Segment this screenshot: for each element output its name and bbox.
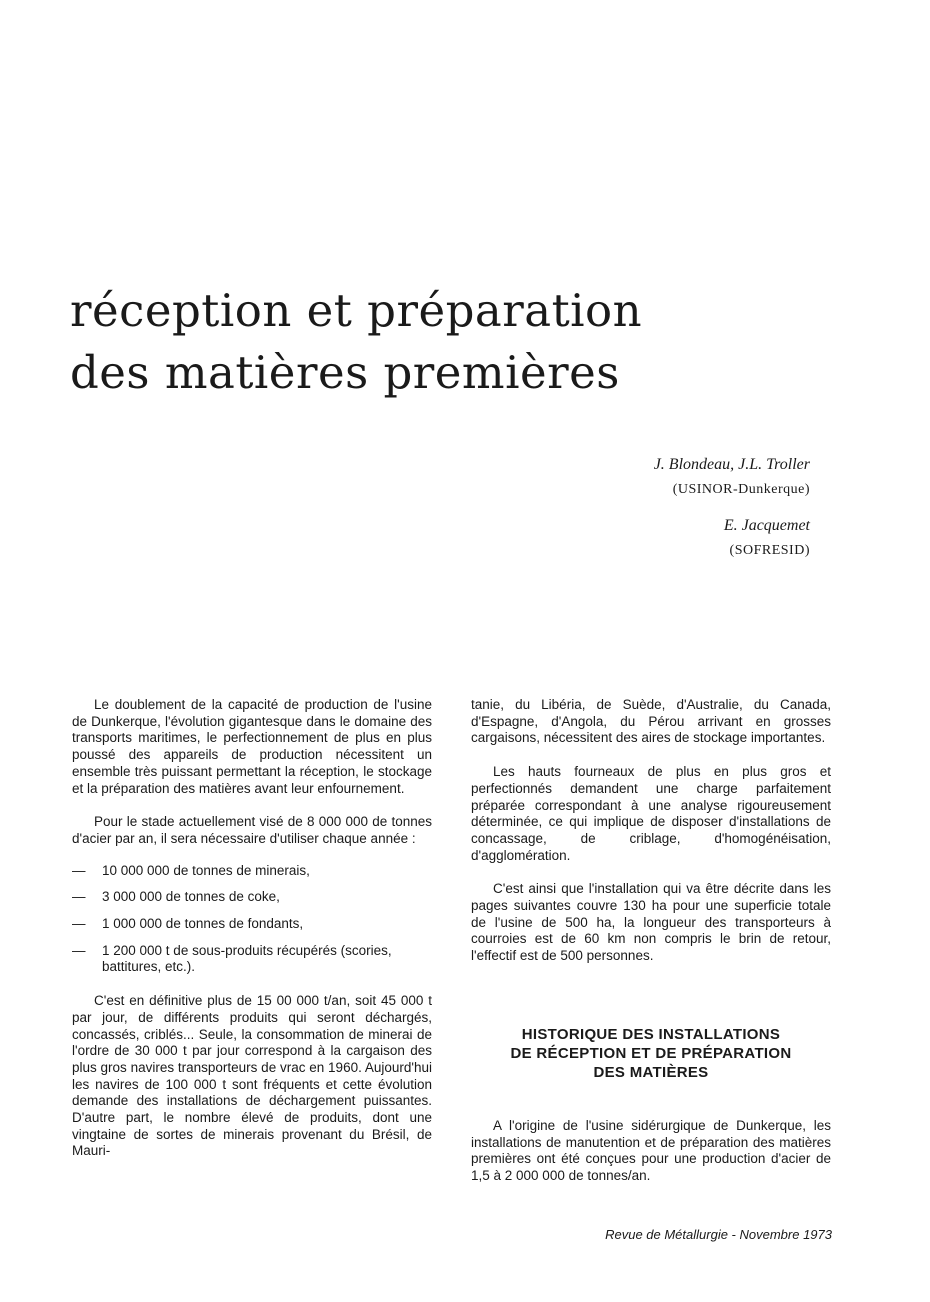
- list-item-text: 10 000 000 de tonnes de minerais,: [102, 862, 310, 878]
- journal-footer: Revue de Métallurgie - Novembre 1973: [605, 1227, 832, 1242]
- list-item: [72, 916, 432, 933]
- list-dash: —: [72, 889, 86, 905]
- list-item-text: 3 000 000 de tonnes de coke,: [102, 889, 280, 905]
- section-heading-line-1: HISTORIQUE DES INSTALLATIONS: [521, 1025, 781, 1043]
- title-line-2: des matières premières: [70, 346, 620, 399]
- body-paragraph: Pour le stade actuellement visé de 8 000 000 de tonnes d'acier par an, il sera nécessaire d'utiliser chaque année :: [72, 814, 432, 846]
- list-dash: —: [72, 862, 86, 878]
- list-item-text: 1 000 000 de tonnes de fondants,: [102, 916, 304, 932]
- list-item: [72, 889, 432, 906]
- section-heading-line-2: DE RÉCEPTION ET DE PRÉPARATION: [510, 1044, 792, 1062]
- author-affiliation-1: (USINOR-Dunkerque): [672, 482, 810, 497]
- list-item-text: 1 200 000 t de sous-produits récupérés (scories, battitures, etc.).: [102, 942, 392, 975]
- list-dash: —: [72, 916, 86, 932]
- body-paragraph: Les hauts fourneaux de plus en plus gros et perfectionnés demandent une charge parfaitement préparée correspondant à une analyse rigoureusement déterminée, ce qui implique de disposer d'installations de concassage, de criblage, d'homogénéisation, d'agglomération.: [471, 764, 831, 863]
- article-title: [70, 280, 642, 404]
- author-names-1: J. Blondeau, J.L. Troller: [653, 456, 810, 473]
- left-column: [72, 697, 432, 1160]
- author-affiliation-2: (SOFRESID): [729, 543, 810, 558]
- section-heading-line-3: DES MATIÈRES: [593, 1063, 709, 1081]
- title-line-1: réception et préparation: [70, 284, 643, 337]
- list-item: [72, 943, 432, 976]
- author-group-2: [654, 513, 810, 563]
- list-dash: —: [72, 942, 86, 958]
- author-block: [654, 452, 810, 563]
- body-paragraph: C'est en définitive plus de 15 00 000 t/an, soit 45 000 t par jour, de différents produits qui seront déchargés, concassés, criblés... Seule, la consommation de minerai de l'ordre de 30 000 t par jour correspond à la cargaison des plus gros navires transporteurs de vrac en 1960. Aujourd'hui les navires de 100 000 t sont fréquents et cette évolution demande des installations de déchargement puissantes. D'autre part, le nombre élevé de produits, dont une vingtaine de sortes de minerais provenant du Brésil, de Mauri-: [72, 993, 432, 1159]
- author-group-1: [654, 452, 810, 502]
- body-paragraph: C'est ainsi que l'installation qui va être décrite dans les pages suivantes couvre 130 ha pour une superficie totale de l'usine de 500 ha, la longueur des transporteurs à courroies est de 60 km non compris le brin de retour, l'effectif est de 500 personnes.: [471, 881, 831, 964]
- body-paragraph: Le doublement de la capacité de production de l'usine de Dunkerque, l'évolution gigantesque dans le domaine des transports maritimes, le perfectionnement de plus en plus poussé des appareils de production nécessitent un ensemble très puissant permettant la réception, le stockage et la préparation des matières avant leur enfournement.: [72, 697, 432, 796]
- body-paragraph-continued: tanie, du Libéria, de Suède, d'Australie, du Canada, d'Espagne, d'Angola, du Pérou arrivant en grosses cargaisons, nécessitent des aires de stockage importantes.: [471, 697, 831, 746]
- material-list: [72, 863, 432, 977]
- author-names-2: E. Jacquemet: [723, 517, 810, 534]
- body-paragraph: A l'origine de l'usine sidérurgique de Dunkerque, les installations de manutention et de préparation des matières premières ont été conçues pour une production d'acier de 1,5 à 2 000 000 de tonnes/an.: [471, 1117, 831, 1183]
- right-column: [471, 697, 831, 1185]
- list-item: [72, 863, 432, 880]
- section-heading: [471, 1025, 831, 1082]
